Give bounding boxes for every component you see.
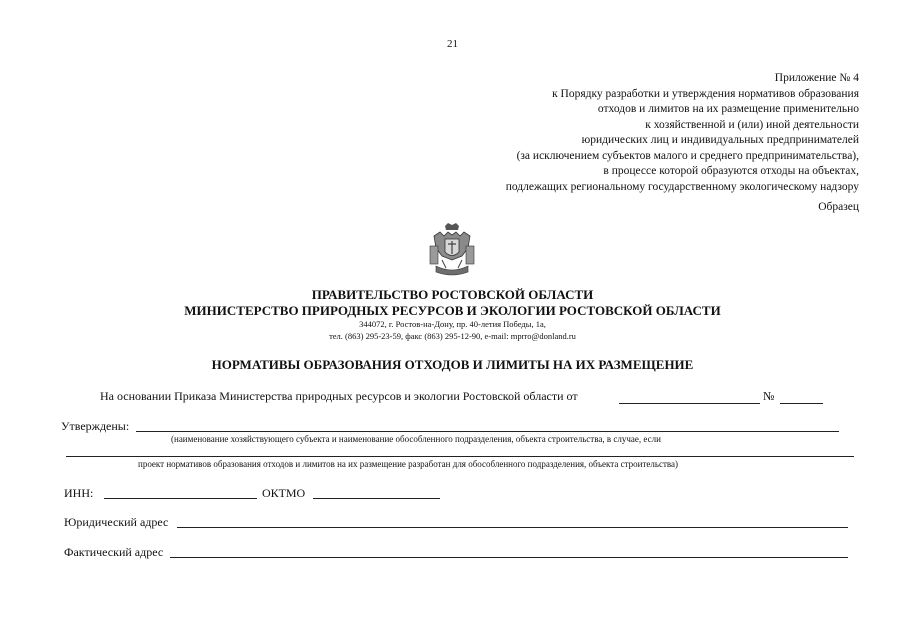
approved-note-continued: проект нормативов образования отходов и лимитов на их размещение разработан для обособленного подразделения, объекта строительства)	[138, 459, 679, 469]
actual-address-field[interactable]	[170, 557, 848, 558]
basis-text: На основании Приказа Министерства природных ресурсов и экологии Ростовской области от	[100, 389, 578, 403]
coat-of-arms-icon	[428, 222, 476, 278]
appendix-line: к хозяйственной и (или) иной деятельности	[645, 118, 859, 131]
sample-label: Образец	[818, 201, 859, 213]
appendix-line: Приложение № 4	[774, 72, 859, 84]
org-contacts: тел. (863) 295-23-59, факс (863) 295-12-90, e-mail: mprro@donland.ru	[329, 331, 576, 341]
legal-address-label: Юридический адрес	[64, 515, 169, 529]
oktmo-label: ОКТМО	[262, 486, 306, 500]
page-number: 21	[447, 38, 458, 50]
document-title: НОРМАТИВЫ ОБРАЗОВАНИЯ ОТХОДОВ И ЛИМИТЫ НА ИХ РАЗМЕЩЕНИЕ	[211, 357, 694, 372]
legal-address-field[interactable]	[177, 527, 848, 528]
approved-field-continued[interactable]	[66, 456, 854, 457]
number-sign: №	[763, 389, 775, 403]
appendix-line: отходов и лимитов на их размещение применительно	[597, 103, 859, 115]
org-name-ministry: МИНИСТЕРСТВО ПРИРОДНЫХ РЕСУРСОВ И ЭКОЛОГИИ РОСТОВСКОЙ ОБЛАСТИ	[184, 303, 721, 318]
actual-address-label: Фактический адрес	[64, 545, 164, 559]
approved-label: Утверждены:	[61, 419, 130, 433]
inn-label: ИНН:	[64, 486, 94, 500]
basis-number-field[interactable]	[780, 403, 823, 404]
approved-field[interactable]	[136, 431, 839, 432]
org-name-government: ПРАВИТЕЛЬСТВО РОСТОВСКОЙ ОБЛАСТИ	[311, 287, 594, 302]
approved-note: (наименование хозяйствующего субъекта и наименование обособленного подразделения, объекта строительства, в случае, если	[171, 434, 661, 444]
inn-field[interactable]	[104, 498, 257, 499]
appendix-line: (за исключением субъектов малого и среднего предпринимательства),	[516, 149, 859, 162]
appendix-line: юридических лиц и индивидуальных предпринимателей	[581, 134, 859, 146]
basis-date-field[interactable]	[619, 403, 760, 404]
oktmo-field[interactable]	[313, 498, 440, 499]
appendix-line: в процессе которой образуются отходы на объектах,	[603, 165, 859, 177]
appendix-header	[506, 71, 859, 195]
org-address: 344072, г. Ростов-на-Дону, пр. 40-летия Победы, 1а,	[359, 319, 546, 329]
appendix-line: к Порядку разработки и утверждения нормативов образования	[552, 87, 859, 100]
appendix-line: подлежащих региональному государственному экологическому надзору	[505, 180, 859, 193]
